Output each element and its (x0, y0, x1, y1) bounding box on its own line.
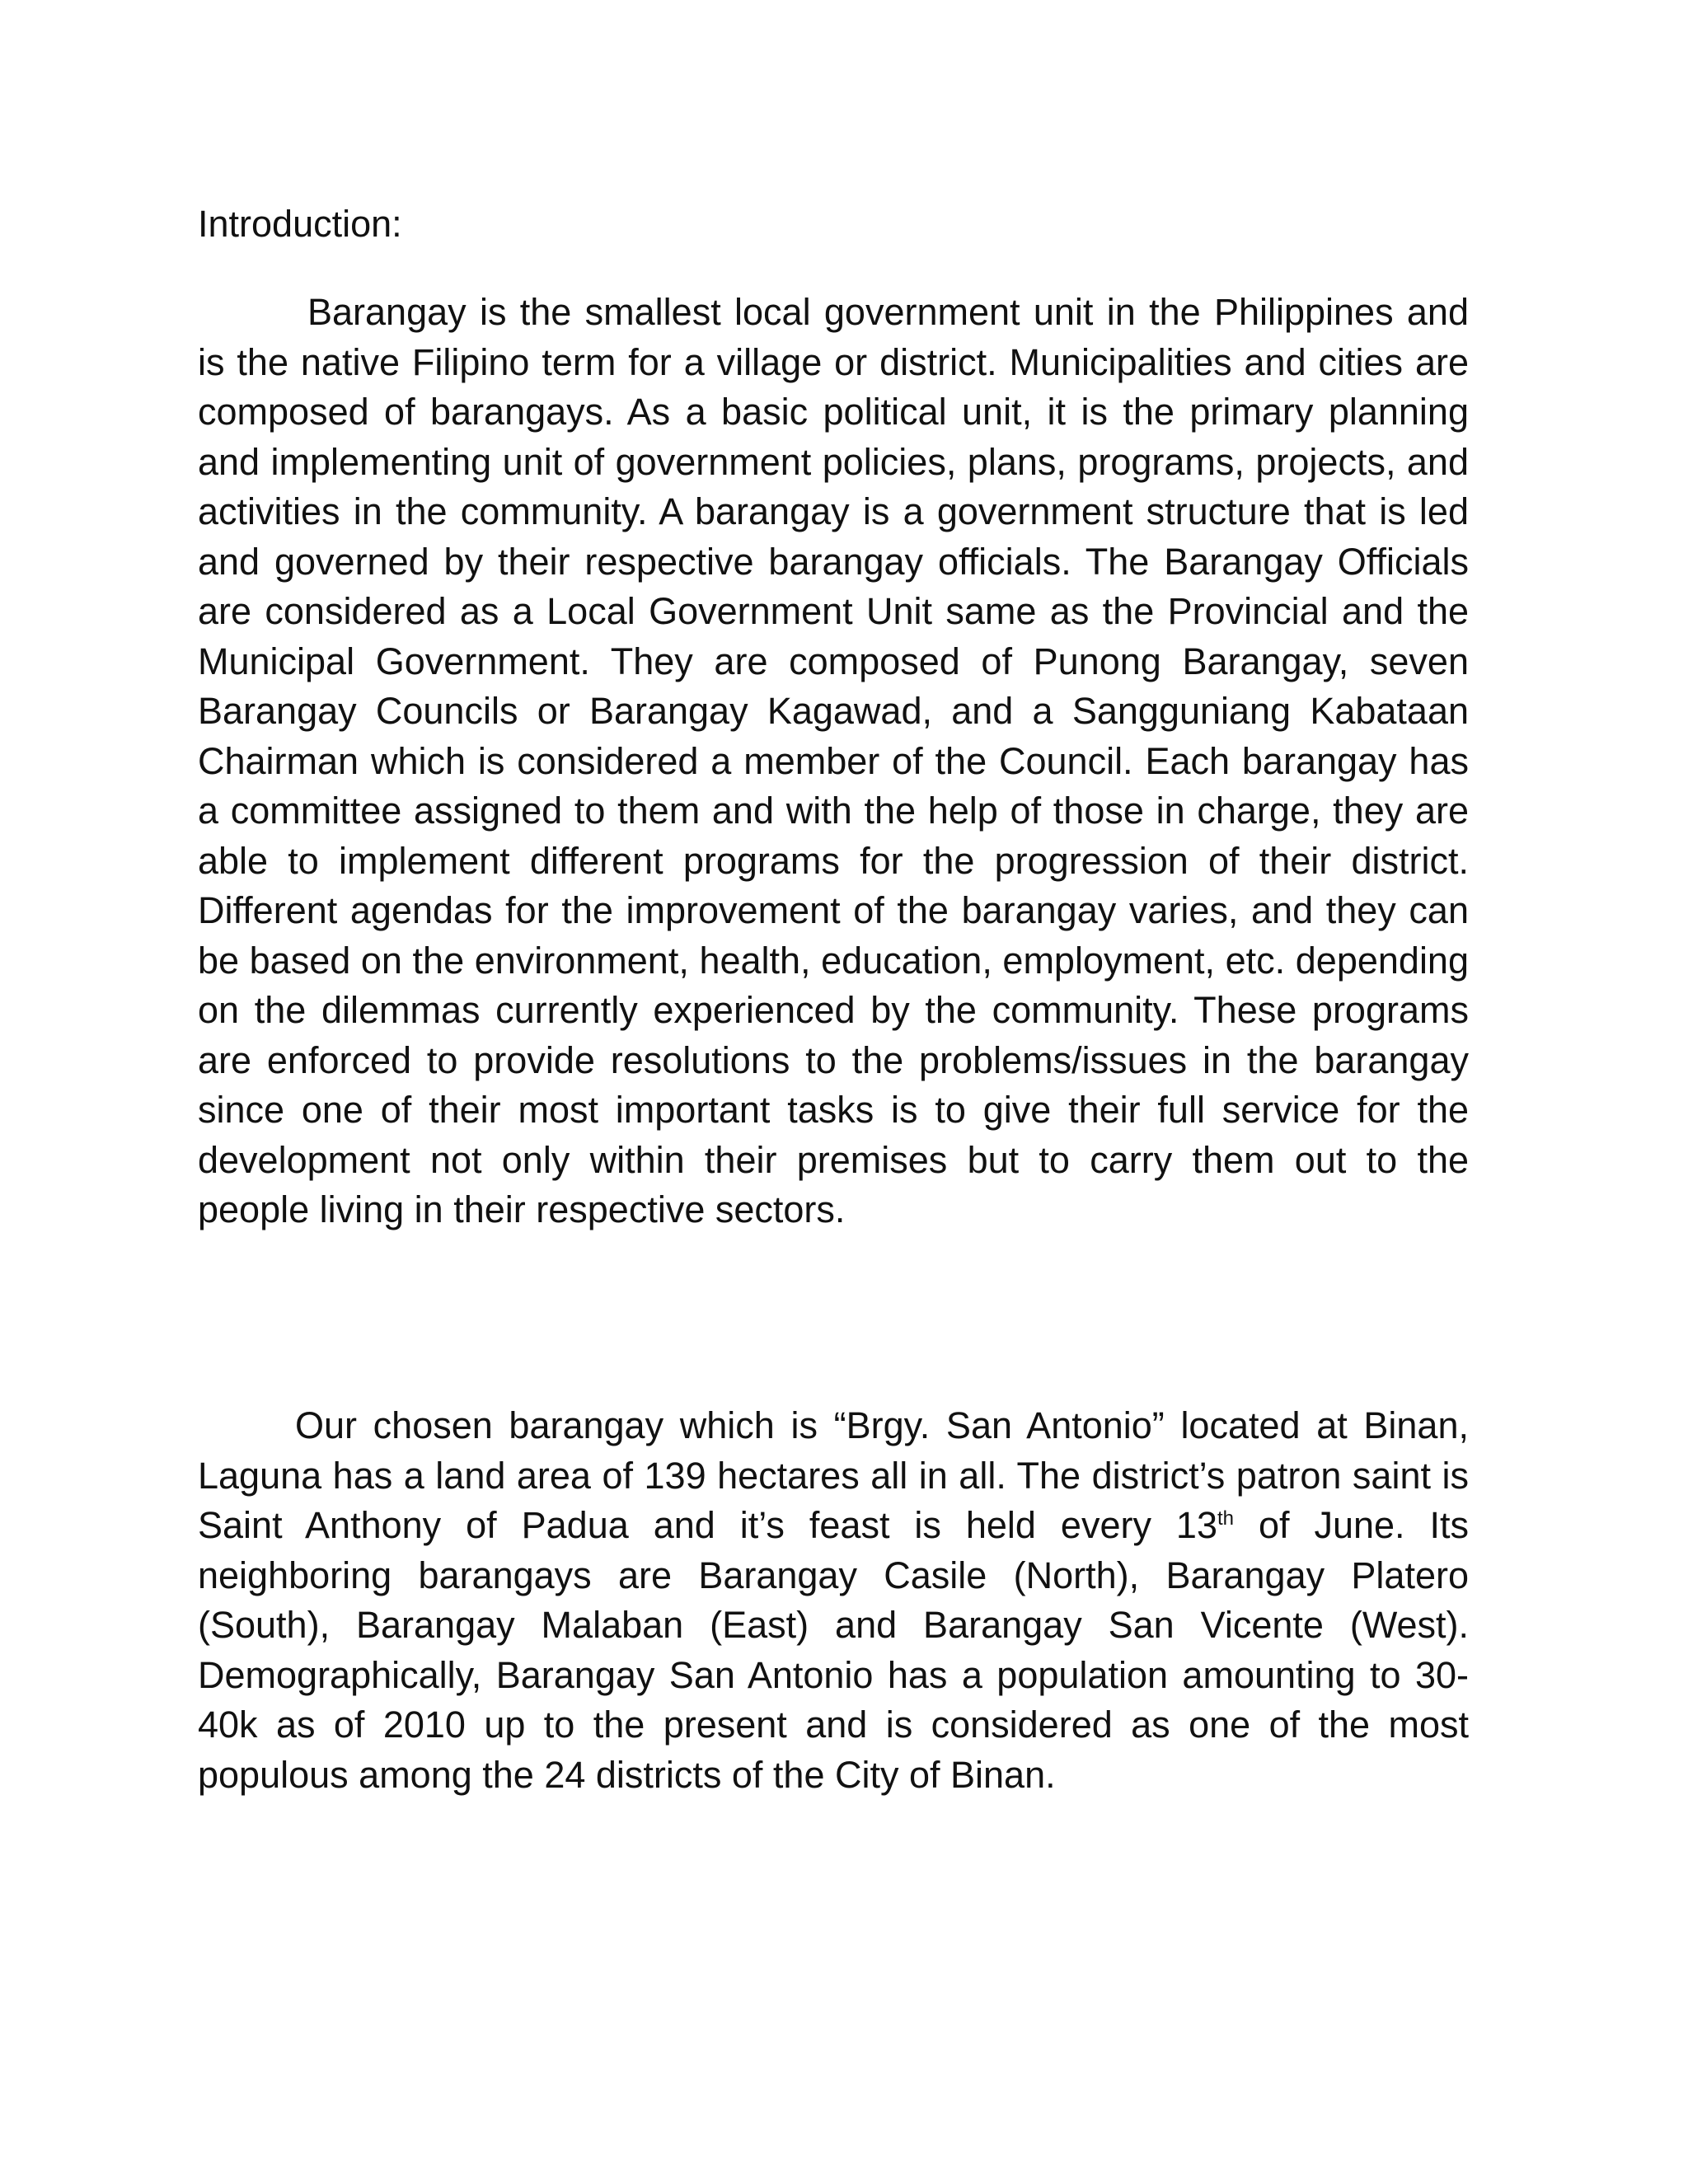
profile-text-part-a: Our chosen barangay which is “Brgy. San Antonio” located at Binan, Laguna has a land area of 139 hectares all in all. The district’s patron saint is Saint Anthony of Padua and it’s feast is held every 13 (198, 1404, 1469, 1546)
intro-paragraph-text: Barangay is the smallest local government unit in the Philippines and is the native Filipino term for a village or district. Municipalities and cities are composed of barangays. As a basic political unit, it is the primary planning and implementing unit of government policies, plans, programs, projects, and activities in the community. A barangay is a government structure that is led and governed by their respective barangay officials. The Barangay Officials are considered as a Local Government Unit same as the Provincial and the Municipal Government. They are composed of Punong Barangay, seven Barangay Councils or Barangay Kagawad, and a Sangguniang Kabataan Chairman which is considered a member of the Council. Each barangay has a committee assigned to them and with the help of those in charge, they are able to implement different programs for the progression of their district. Different agendas for the improvement of the barangay varies, and they can be based on the environment, health, education, employment, etc. depending on the dilemmas currently experienced by the community. These programs are enforced to provide resolutions to the problems/issues in the barangay since one of their most important tasks is to give their full service for the development not only within their premises but to carry them out to the people living in their respective sectors. (198, 291, 1469, 1230)
profile-text-part-b: of June. Its neighboring barangays are Barangay Casile (North), Barangay Platero (South), Barangay Malaban (East) and Barangay San Vicente (West). Demographically, Barangay San Antonio has a population amounting to 30-40k as of 2010 up to the present and is considered as one of the most populous among the 24 districts of the City of Binan. (198, 1504, 1470, 1796)
ordinal-superscript: th (1217, 1507, 1234, 1530)
barangay-profile-paragraph (198, 1401, 1469, 1800)
intro-paragraph (198, 288, 1469, 1235)
document-heading: Introduction: (198, 203, 402, 245)
